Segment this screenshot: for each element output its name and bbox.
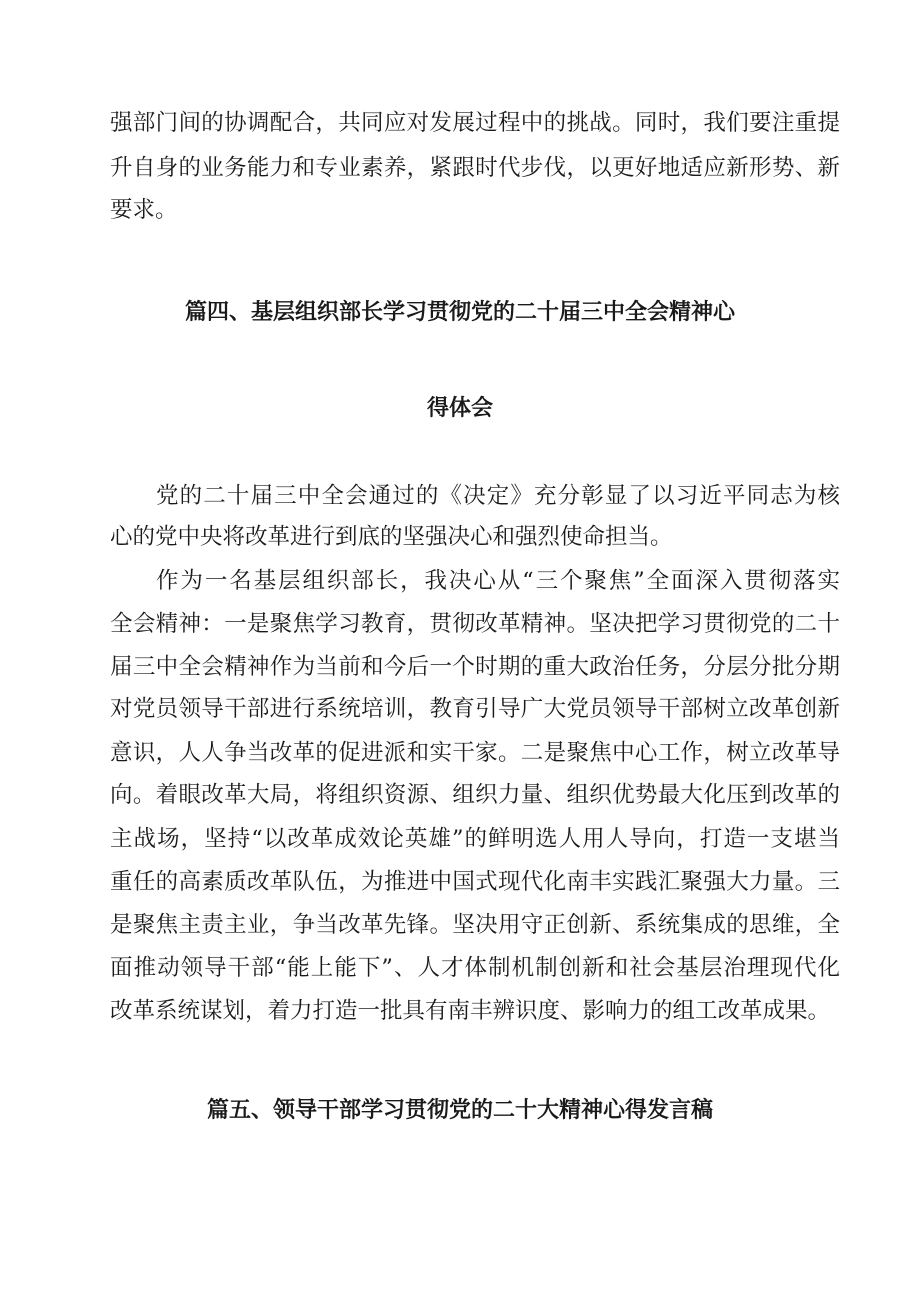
paragraph-line: 对党员领导干部进行系统培训，教育引导广大党员领导干部树立改革创新 <box>110 696 840 722</box>
section4-title-line1: 篇四、基层组织部长学习贯彻党的二十届三中全会精神心 <box>184 300 735 325</box>
paragraph-line: 作为一名基层组织部长，我决心从“三个聚焦”全面深入贯彻落实 <box>156 568 840 594</box>
paragraph-line: 意识，人人争当改革的促进派和实干家。二是聚焦中心工作，树立改革导 <box>110 740 840 766</box>
paragraph-line: 面推动领导干部“能上能下”、人才体制机制创新和社会基层治理现代化 <box>110 955 840 981</box>
paragraph-line: 是聚焦主责主业，争当改革先锋。坚决用守正创新、系统集成的思维，全 <box>110 912 840 938</box>
paragraph-line: 要求。 <box>110 197 178 223</box>
paragraph-line: 党的二十届三中全会通过的《决定》充分彰显了以习近平同志为核 <box>156 483 840 509</box>
paragraph-line: 重任的高素质改革队伍，为推进中国式现代化南丰实践汇聚强大力量。三 <box>110 869 840 895</box>
paragraph-line: 向。着眼改革大局，将组织资源、组织力量、组织优势最大化压到改革的 <box>110 782 840 808</box>
paragraph-line: 主战场，坚持“以改革成效论英雄”的鲜明选人用人导向，打造一支堪当 <box>110 826 840 852</box>
paragraph-line: 升自身的业务能力和专业素养，紧跟时代步伐，以更好地适应新形势、新 <box>110 155 840 181</box>
section5-title: 篇五、领导干部学习贯彻党的二十大精神心得发言稿 <box>206 1098 713 1123</box>
paragraph-line: 全会精神：一是聚焦学习教育，贯彻改革精神。坚决把学习贯彻党的二十 <box>110 611 840 637</box>
paragraph-line: 届三中全会精神作为当前和今后一个时期的重大政治任务，分层分批分期 <box>110 654 840 680</box>
paragraph-line: 心的党中央将改革进行到底的坚强决心和强烈使命担当。 <box>110 524 673 550</box>
paragraph-line: 强部门间的协调配合，共同应对发展过程中的挑战。同时，我们要注重提 <box>110 110 840 136</box>
section4-title-line2: 得体会 <box>426 396 493 421</box>
paragraph-line: 改革系统谋划，着力打造一批具有南丰辨识度、影响力的组工改革成果。 <box>110 998 831 1024</box>
